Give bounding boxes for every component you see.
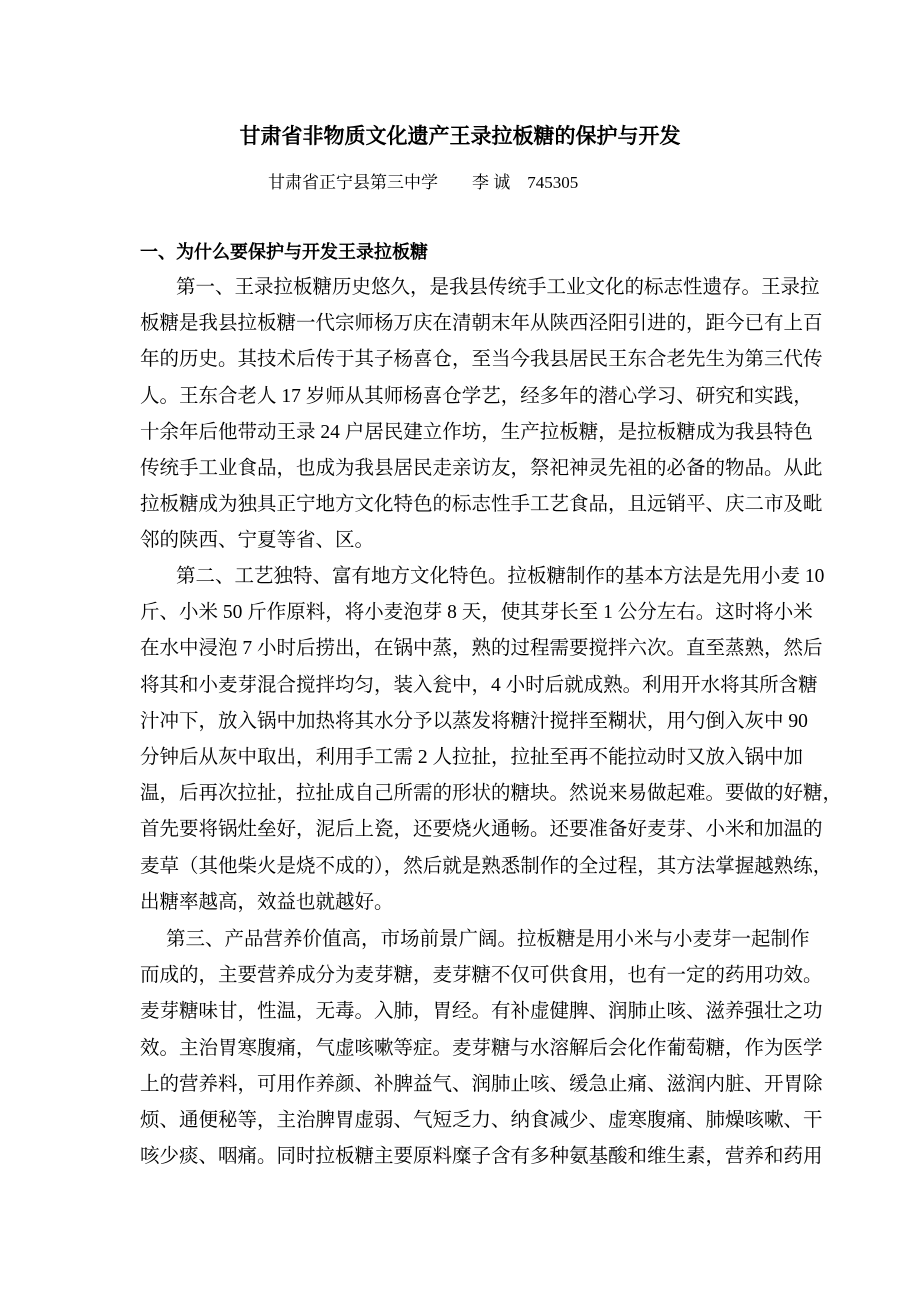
paragraph-2	[140, 559, 843, 921]
text-line: 分钟后从灰中取出，利用手工需 2 人拉扯，拉扯至再不能拉动时又放入锅中加	[140, 746, 804, 768]
text-line: 汁冲下，放入锅中加热将其水分予以蒸发将糖汁搅拌至糊状，用勺倒入灰中 90	[140, 710, 808, 732]
text-line: 第三、产品营养价值高，市场前景广阔。拉板糖是用小米与小麦芽一起制作	[166, 929, 810, 950]
text-line: 传统手工业食品，也成为我县居民走亲访友，祭祀神灵先祖的必备的物品。从此	[140, 457, 823, 479]
text-line: 麦草（其他柴火是烧不成的），然后就是熟悉制作的全过程，其方法掌握越熟练，	[140, 855, 833, 877]
text-line: 拉板糖成为独具正宁地方文化特色的标志性手工艺食品，且远销平、庆二市及毗	[140, 494, 823, 516]
text-line: 十余年后他带动王录 24 户居民建立作坊，生产拉板糖，是拉板糖成为我县特色	[140, 421, 813, 443]
author-line: 甘肃省正宁县第三中学 李 诚 745305	[268, 173, 579, 192]
text-line: 烦、通便秘等，主治脾胃虚弱、气短乏力、纳食减少、虚寒腹痛、肺燥咳嗽、干	[140, 1109, 823, 1131]
text-line: 第一、王录拉板糖历史悠久，是我县传统手工业文化的标志性遗存。王录拉	[176, 277, 820, 298]
text-line: 第二、工艺独特、富有地方文化特色。拉板糖制作的基本方法是先用小麦 10	[176, 566, 825, 587]
text-line: 上的营养料，可用作养颜、补脾益气、润肺止咳、缓急止痛、滋润内脏、开胃除	[140, 1073, 823, 1095]
text-line: 而成的，主要营养成分为麦芽糖，麦芽糖不仅可供食用，也有一定的药用功效。	[140, 965, 823, 987]
text-line: 板糖是我县拉板糖一代宗师杨万庆在清朝末年从陕西泾阳引进的，距今已有上百	[140, 313, 823, 335]
paragraph-3	[140, 922, 823, 1175]
text-line: 效。主治胃寒腹痛，气虚咳嗽等症。麦芽糖与水溶解后会化作葡萄糖，作为医学	[140, 1037, 823, 1059]
paragraph-1	[140, 270, 823, 560]
document-title: 甘肃省非物质文化遗产王录拉板糖的保护与开发	[239, 125, 681, 148]
text-line: 出糖率越高，效益也就越好。	[140, 891, 394, 913]
text-line: 咳少痰、咽痛。同时拉板糖主要原料糜子含有多种氨基酸和维生素，营养和药用	[140, 1146, 823, 1168]
section-heading: 一、为什么要保护与开发王录拉板糖	[140, 242, 428, 262]
text-line: 温，后再次拉扯，拉扯成自己所需的形状的糖块。然说来易做起难。要做的好糖，	[140, 783, 843, 805]
text-line: 麦芽糖味甘，性温，无毒。入肺，胃经。有补虚健脾、润肺止咳、滋养强壮之功	[140, 1001, 823, 1023]
text-line: 在水中浸泡 7 小时后捞出，在锅中蒸，熟的过程需要搅拌六次。直至蒸熟，然后	[140, 638, 823, 660]
text-line: 将其和小麦芽混合搅拌均匀，装入瓮中，4 小时后就成熟。利用开水将其所含糖	[140, 674, 818, 696]
text-line: 年的历史。其技术后传于其子杨喜仓，至当今我县居民王东合老先生为第三代传	[140, 349, 823, 371]
text-line: 首先要将锅灶垒好，泥后上瓷，还要烧火通畅。还要准备好麦芽、小米和加温的	[140, 819, 823, 841]
text-line: 斤、小米 50 斤作原料，将小麦泡芽 8 天，使其芽长至 1 公分左右。这时将小米	[140, 602, 813, 624]
text-line: 人。王东合老人 17 岁师从其师杨喜仓学艺，经多年的潜心学习、研究和实践，	[140, 385, 813, 407]
text-line: 邻的陕西、宁夏等省、区。	[140, 530, 375, 552]
